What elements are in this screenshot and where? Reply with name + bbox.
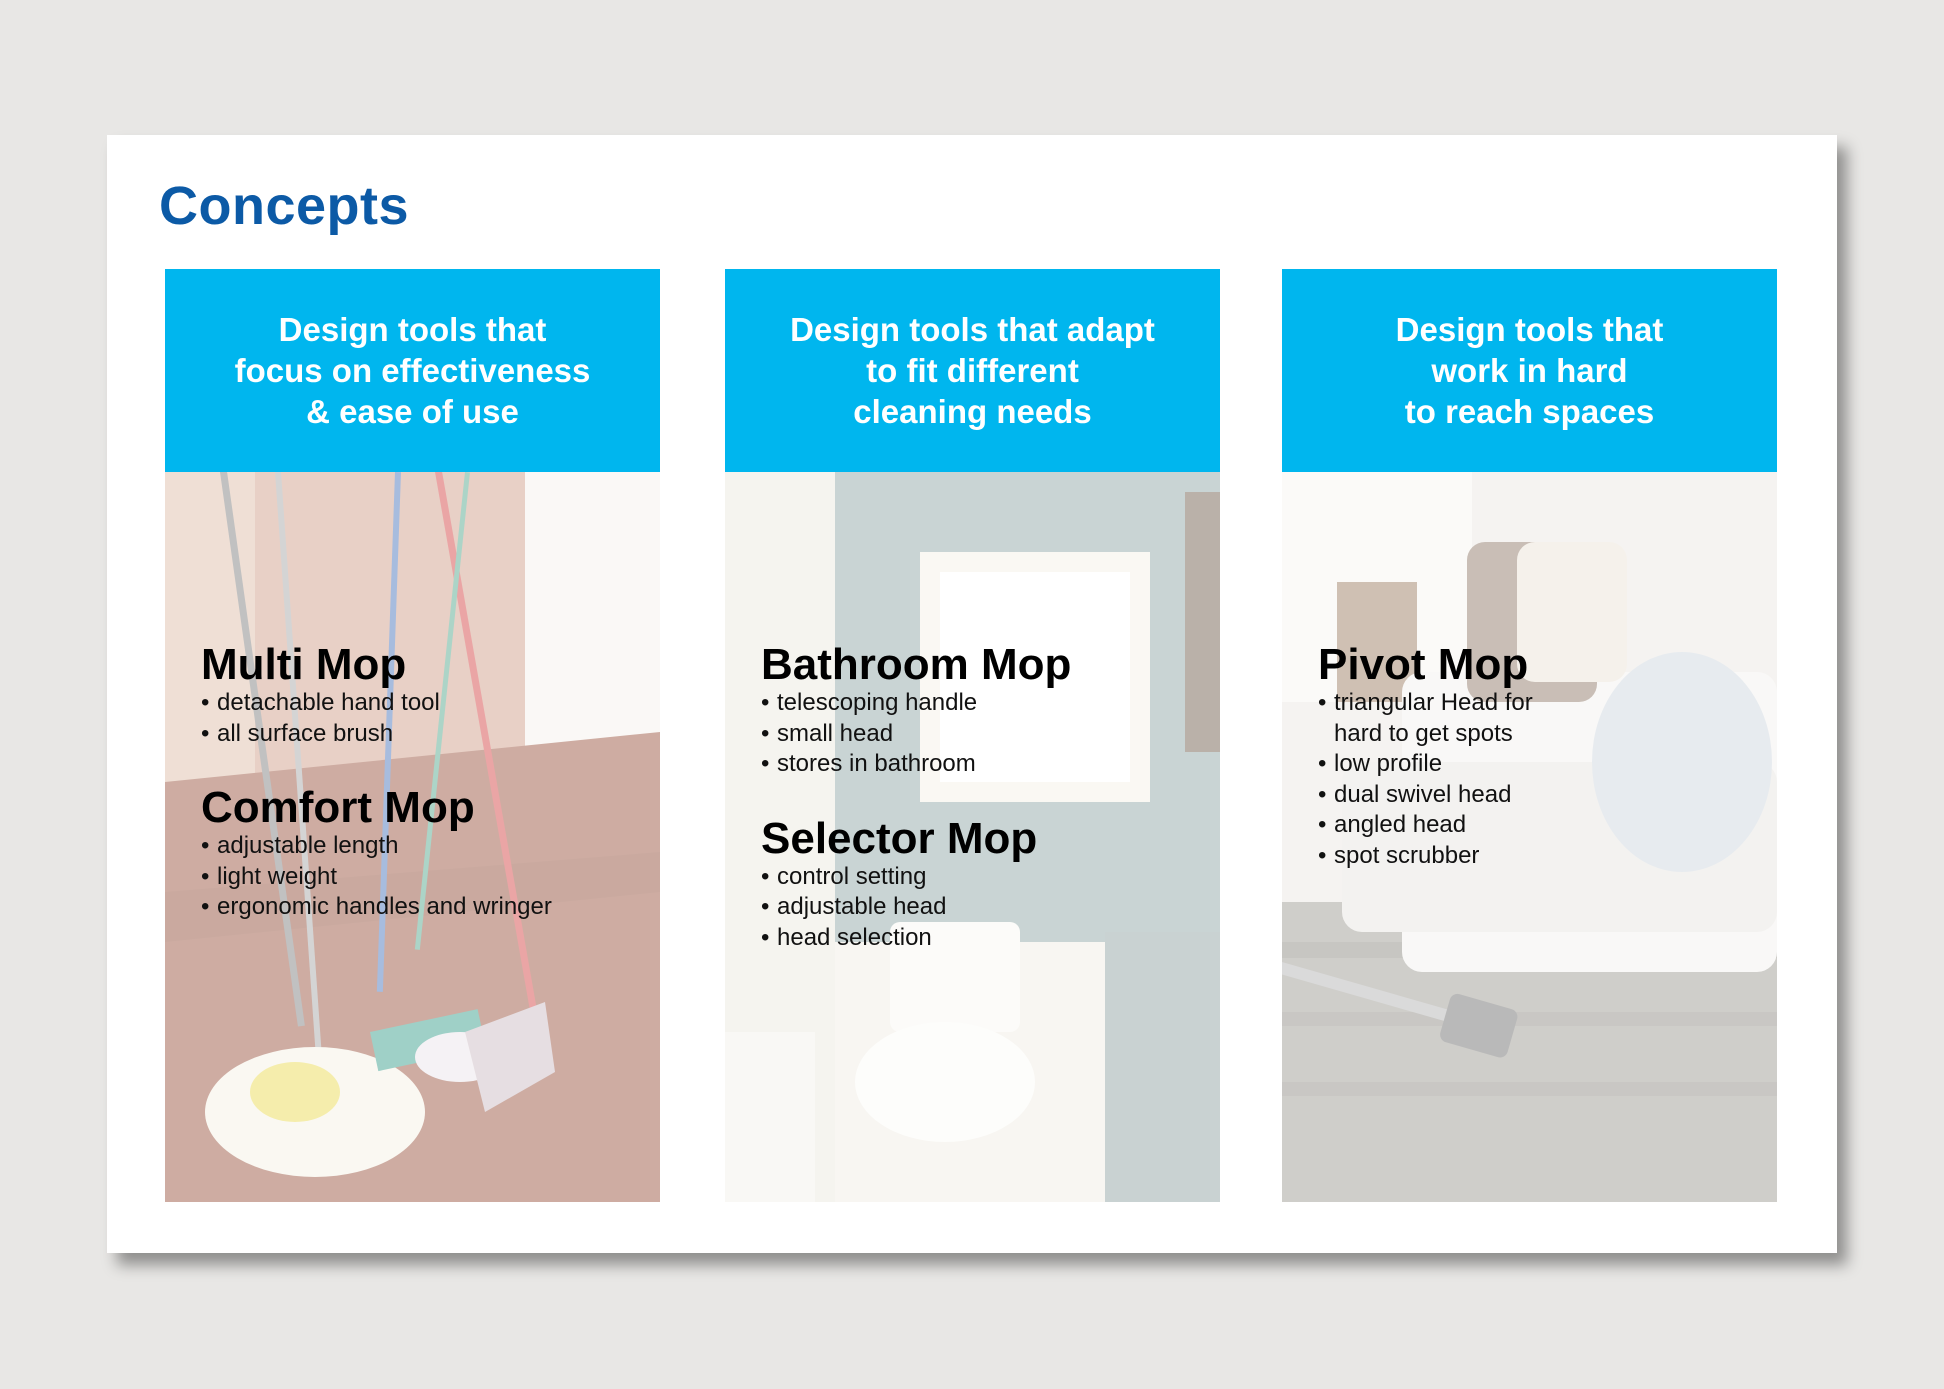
concept-list: [201, 642, 640, 959]
feature-item: • small head: [761, 719, 1200, 750]
concept-name: Bathroom Mop: [761, 640, 1072, 689]
concept-name: Pivot Mop: [1318, 640, 1529, 689]
column-header-text: Design tools that work in hard to reach spaces: [1395, 311, 1664, 430]
concept-list: [1318, 642, 1757, 907]
feature-item: • light weight: [201, 862, 640, 893]
column-header-text: Design tools that adapt to fit different cleaning needs: [790, 311, 1155, 430]
slide-title: Concepts: [159, 176, 410, 236]
column-header: [1282, 269, 1777, 472]
feature-item: • spot scrubber: [1318, 841, 1548, 872]
concept-comfort-mop: [201, 785, 640, 923]
feature-item: • head selection: [761, 923, 1200, 954]
concept-list: [761, 642, 1200, 989]
concept-column-hard-to-reach: [1282, 269, 1777, 1202]
concept-multi-mop: [201, 642, 640, 749]
mops-and-brooms-photo: [165, 472, 660, 1202]
feature-item: • telescoping handle: [761, 688, 1200, 719]
feature-list: [761, 688, 1200, 780]
feature-item: • angled head: [1318, 810, 1548, 841]
feature-list: [761, 862, 1200, 954]
feature-item: • triangular Head for hard to get spots: [1318, 688, 1548, 749]
feature-item: • detachable hand tool: [201, 688, 640, 719]
slide: [107, 135, 1837, 1253]
feature-list: [201, 688, 640, 749]
column-header: [725, 269, 1220, 472]
column-header: [165, 269, 660, 472]
feature-item: • adjustable head: [761, 892, 1200, 923]
concept-selector-mop: [761, 813, 1200, 954]
feature-item: • low profile: [1318, 749, 1548, 780]
feature-item: • stores in bathroom: [761, 749, 1200, 780]
concept-column-effectiveness: [165, 269, 660, 1202]
concept-name: Comfort Mop: [201, 783, 475, 832]
couch-and-vacuum-photo: [1282, 472, 1777, 1202]
feature-item: • ergonomic handles and wringer: [201, 892, 640, 923]
feature-item: • control setting: [761, 862, 1200, 893]
concept-name: Multi Mop: [201, 640, 407, 689]
feature-list: [201, 831, 640, 923]
feature-item: • adjustable length: [201, 831, 640, 862]
feature-list: [1318, 688, 1548, 871]
concept-bathroom-mop: [761, 642, 1200, 780]
concept-column-adapt: [725, 269, 1220, 1202]
concept-name: Selector Mop: [761, 813, 1038, 863]
bathroom-photo: [725, 472, 1220, 1202]
concept-pivot-mop: [1318, 642, 1757, 871]
feature-item: • all surface brush: [201, 719, 640, 750]
column-header-text: Design tools that focus on effectiveness & ease of use: [234, 311, 591, 430]
feature-item: • dual swivel head: [1318, 780, 1548, 811]
